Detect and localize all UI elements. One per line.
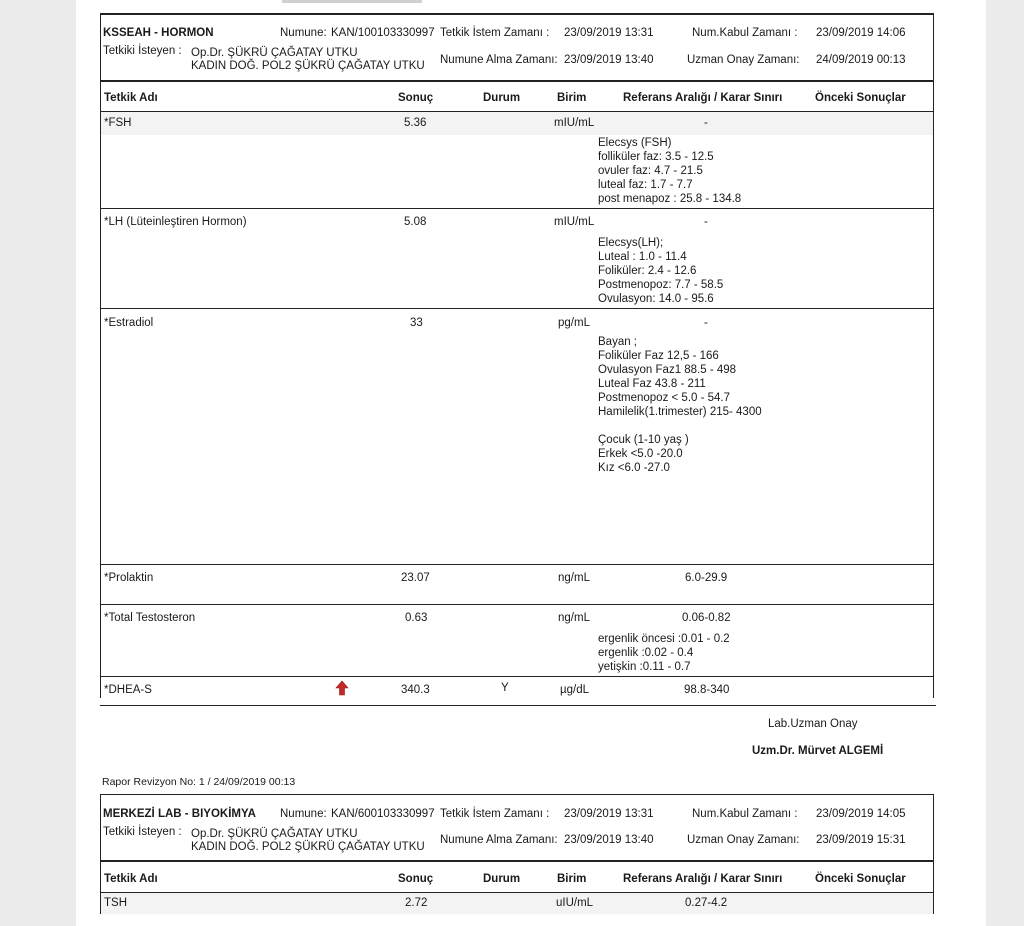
col-unit-header: Birim: [557, 873, 587, 885]
accept-time-value: 23/09/2019 14:05: [816, 808, 906, 820]
col-status-header: Durum: [483, 873, 521, 885]
col-status-header: Durum: [483, 92, 521, 104]
row-divider: [100, 208, 934, 209]
col-result-header: Sonuç: [398, 873, 434, 885]
accept-time-label: Num.Kabul Zamanı :: [692, 808, 798, 820]
test-name: *FSH: [104, 117, 132, 129]
test-name: *DHEA-S: [104, 684, 152, 696]
row-divider: [100, 676, 934, 677]
note-line: Ovulasyon: 14.0 - 95.6: [598, 293, 714, 305]
note-line: Luteal : 1.0 - 11.4: [598, 251, 687, 263]
test-reference: 0.27-4.2: [685, 897, 728, 909]
col-result-header: Sonuç: [398, 92, 434, 104]
reference-notes: [598, 335, 762, 475]
test-reference: -: [704, 117, 708, 129]
note-line: Elecsys (FSH): [598, 137, 672, 149]
test-name: TSH: [104, 897, 127, 909]
test-reference: 0.06-0.82: [682, 612, 731, 624]
note-line: Erkek <5.0 -20.0: [598, 448, 683, 460]
test-unit: pg/mL: [558, 317, 590, 329]
test-status: Y: [501, 682, 509, 694]
test-reference: 98.8-340: [684, 684, 730, 696]
test-result: 5.36: [404, 117, 427, 129]
col-test-header: Tetkik Adı: [104, 873, 158, 885]
col-reference-header: Referans Aralığı / Karar Sınırı: [623, 92, 783, 104]
test-reference: -: [704, 216, 708, 228]
note-line: folliküler faz: 3.5 - 12.5: [598, 151, 714, 163]
requester-name: Op.Dr. ŞÜKRÜ ÇAĞATAY UTKU: [191, 828, 358, 840]
sample-label: Numune:: [280, 27, 327, 39]
col-previous-header: Önceki Sonuçlar: [815, 873, 906, 885]
row-shade: [101, 893, 933, 914]
note-line: ovuler faz: 4.7 - 21.5: [598, 165, 703, 177]
sample-value: KAN/600103330997: [331, 808, 435, 820]
note-line: luteal faz: 1.7 - 7.7: [598, 179, 693, 191]
accept-time-value: 23/09/2019 14:06: [816, 27, 906, 39]
sample-value: KAN/100103330997: [331, 27, 435, 39]
note-line: post menapoz : 25.8 - 134.8: [598, 193, 742, 205]
test-result: 340.3: [401, 684, 430, 696]
col-previous-header: Önceki Sonuçlar: [815, 92, 906, 104]
table-bottom-border: [100, 705, 936, 706]
request-time-label: Tetkik İstem Zamanı :: [440, 27, 550, 39]
note-line: Bayan ;: [598, 336, 637, 348]
collect-time-label: Numune Alma Zamanı:: [440, 54, 558, 66]
test-result: 33: [410, 317, 423, 329]
collect-time-label: Numune Alma Zamanı:: [440, 834, 558, 846]
table-left-border: [100, 80, 101, 698]
requester-clinic: KADIN DOĞ. POL2 ŞÜKRÜ ÇAĞATAY UTKU: [191, 60, 425, 72]
test-name: *Estradiol: [104, 317, 154, 329]
report-revision: Rapor Revizyon No: 1 / 24/09/2019 00:13: [102, 776, 296, 788]
note-line: Postmenopoz: 7.7 - 58.5: [598, 279, 724, 291]
header2-right-border: [933, 794, 934, 914]
requester-clinic: KADIN DOĞ. POL2 ŞÜKRÜ ÇAĞATAY UTKU: [191, 841, 425, 853]
test-unit: uIU/mL: [556, 897, 594, 909]
collect-time-value: 23/09/2019 13:40: [564, 834, 654, 846]
requester-label: Tetkiki İsteyen :: [103, 45, 182, 57]
collect-time-value: 23/09/2019 13:40: [564, 54, 654, 66]
reference-notes: [598, 236, 723, 306]
row-divider: [100, 604, 934, 605]
note-line: Foliküler Faz 12,5 - 166: [598, 350, 719, 362]
note-line: Kız <6.0 -27.0: [598, 462, 670, 474]
sample-label: Numune:: [280, 808, 327, 820]
row-shade: [101, 112, 933, 135]
note-line: Luteal Faz 43.8 - 211: [598, 378, 706, 390]
header-right-border: [933, 13, 934, 81]
accept-time-label: Num.Kabul Zamanı :: [692, 27, 798, 39]
note-line: Elecsys(LH);: [598, 237, 664, 249]
header-left-border: [100, 13, 101, 81]
approval-time-label: Uzman Onay Zamanı:: [687, 834, 800, 846]
table-right-border: [933, 80, 934, 698]
test-result: 23.07: [401, 572, 430, 584]
approval-time-label: Uzman Onay Zamanı:: [687, 54, 800, 66]
header-bottom-border: [100, 80, 934, 82]
header2-top-border: [100, 794, 934, 795]
test-name: *Total Testosteron: [104, 612, 196, 624]
note-line-blank: [598, 419, 762, 433]
signature-label: Lab.Uzman Onay: [768, 718, 858, 730]
test-name: *LH (Lüteinleştiren Hormon): [104, 216, 247, 228]
col-reference-header: Referans Aralığı / Karar Sınırı: [623, 873, 783, 885]
request-time-value: 23/09/2019 13:31: [564, 27, 654, 39]
note-line: ergenlik öncesi :0.01 - 0.2: [598, 633, 730, 645]
requester-name: Op.Dr. ŞÜKRÜ ÇAĞATAY UTKU: [191, 47, 358, 59]
section-title: MERKEZİ LAB - BIYOKİMYA: [103, 808, 256, 820]
requester-label: Tetkiki İsteyen :: [103, 826, 182, 838]
note-line: ergenlik :0.02 - 0.4: [598, 647, 694, 659]
test-unit: mIU/mL: [554, 117, 595, 129]
row-divider: [100, 564, 934, 565]
note-line: Foliküler: 2.4 - 12.6: [598, 265, 697, 277]
high-flag-arrow-icon: [335, 680, 349, 696]
note-line: yetişkin :0.11 - 0.7: [598, 661, 691, 673]
test-unit: mIU/mL: [554, 216, 595, 228]
test-unit: ng/mL: [558, 612, 590, 624]
test-reference: 6.0-29.9: [685, 572, 728, 584]
test-reference: -: [704, 317, 708, 329]
test-unit: µg/dL: [560, 684, 590, 696]
header-top-border: [100, 13, 934, 15]
note-line: Postmenopoz < 5.0 - 54.7: [598, 392, 731, 404]
reference-notes: [598, 136, 741, 206]
approval-time-value: 23/09/2019 15:31: [816, 834, 906, 846]
test-result: 2.72: [405, 897, 428, 909]
test-result: 5.08: [404, 216, 427, 228]
request-time-label: Tetkik İstem Zamanı :: [440, 808, 550, 820]
col-test-header: Tetkik Adı: [104, 92, 158, 104]
request-time-value: 23/09/2019 13:31: [564, 808, 654, 820]
signature-doctor: Uzm.Dr. Mürvet ALGEMİ: [752, 745, 884, 757]
col-unit-header: Birim: [557, 92, 587, 104]
header2-bottom-border: [100, 860, 934, 862]
row-divider: [100, 308, 934, 309]
section-title: KSSEAH - HORMON: [103, 27, 214, 39]
test-result: 0.63: [405, 612, 428, 624]
approval-time-value: 24/09/2019 00:13: [816, 54, 906, 66]
reference-notes: [598, 632, 730, 674]
test-name: *Prolaktin: [104, 572, 154, 584]
top-strip: [282, 0, 422, 3]
note-line: Hamilelik(1.trimester) 215- 4300: [598, 406, 762, 418]
note-line: Ovulasyon Faz1 88.5 - 498: [598, 364, 737, 376]
note-line: Çocuk (1-10 yaş ): [598, 434, 689, 446]
test-unit: ng/mL: [558, 572, 590, 584]
